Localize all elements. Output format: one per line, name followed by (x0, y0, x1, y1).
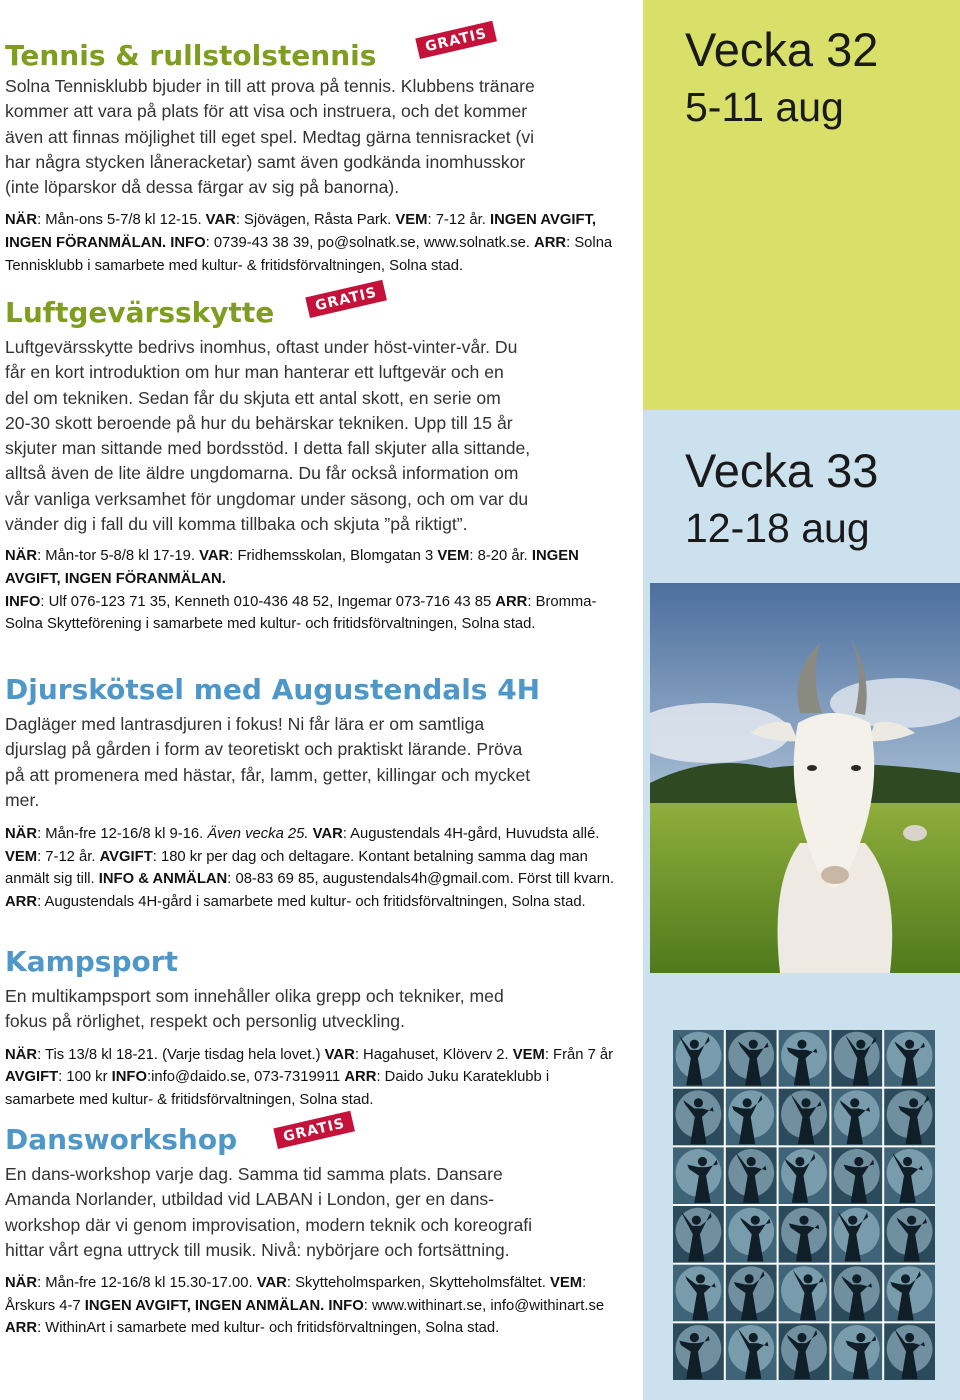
label-arr: ARR (344, 1069, 377, 1086)
week-33-heading (685, 443, 878, 553)
djur-nar-extra: Även vecka 25. (207, 826, 309, 843)
tennis-info: NÄR: Mån-ons 5-7/8 kl 12-15. VAR: Sjövägen, Råsta Park. VEM: 7-12 år. INGEN AVGIFT, INGEN FÖRANMÄLAN. INFO: 0739-43 38 39, po@solnatk.se, www.solnatk.se. ARR: Solna Tennisklubb i samarbete med kultur- & fritidsförvaltningen, Solna stad. (5, 212, 613, 274)
djur-contact: : 08-83 69 85, augustendals4h@gmail.com. Först till kvarn. (227, 871, 615, 888)
label-vem: VEM (5, 848, 38, 865)
body-line: får en kort introduktion om hur man hanterar ett luftgevär och en (5, 362, 504, 383)
dans-var: : Skytteholmsparken, Skytteholmsfältet. (286, 1275, 551, 1292)
tennis-contact: : 0739-43 38 39, po@solnatk.se, www.solnatk.se. (205, 235, 535, 252)
body-line: del om tekniken. Sedan får du skjuta ett antal skott, en serie om (5, 387, 501, 408)
label-arr: ARR (5, 1320, 38, 1337)
dance-photo-tile (726, 1323, 777, 1380)
dans-vem: : Årskurs 4-7 (5, 1275, 587, 1314)
label-info: INFO (111, 1069, 147, 1086)
dance-photo-tile (779, 1030, 830, 1087)
dance-photo-tile (779, 1147, 830, 1204)
tennis-arr: : Solna Tennisklubb i samarbete med kultur- & fritidsförvaltningen, Solna stad. (5, 235, 613, 274)
body-line: alltså även de lite äldre ungdomarna. Du får också information om (5, 463, 519, 484)
week-33-title: Vecka 33 (685, 444, 879, 497)
djur-avgift: : 180 kr per dag och deltagare. Kontant betalning samma dag man anmält sig till. (5, 848, 588, 888)
label-arr: ARR (5, 893, 38, 910)
label-nar: NÄR (5, 548, 38, 565)
label-nar: NÄR (5, 212, 38, 229)
dance-photo-tile (779, 1265, 830, 1322)
body-line: kommer att vara på plats för att visa och instruera, och det kommer (5, 101, 528, 122)
label-nar: NÄR (5, 1275, 38, 1292)
luft-ingen: INGEN AVGIFT, INGEN FÖRANMÄLAN. (5, 548, 579, 587)
label-avgift: AVGIFT (5, 1069, 59, 1086)
label-arr: ARR (534, 235, 567, 252)
dance-photo-tile (831, 1206, 882, 1263)
dance-photo-tile (884, 1206, 935, 1263)
luft-arr: : Bromma-Solna Skytteförening i samarbete med kultur- och fritidsförvaltningen, Solna stad. (5, 593, 597, 633)
label-info-anmalan: INFO & ANMÄLAN (98, 871, 228, 888)
body-line: En dans-workshop varje dag. Samma tid samma plats. Dansare (5, 1164, 503, 1184)
week-32-panel (643, 0, 960, 410)
luft-body (5, 335, 623, 537)
body-line: har några stycken låneracketar) samt även godkända inomhusskor (5, 151, 526, 172)
dance-photo-tile (831, 1323, 882, 1380)
week-32-dates: 5-11 aug (685, 84, 844, 130)
djur-arr: : Augustendals 4H-gård i samarbete med kultur- och fritidsförvaltningen, Solna stad. (37, 893, 586, 910)
gratis-badge: GRATIS (415, 21, 497, 59)
dans-nar: : Mån-fre 12-16/8 kl 15.30-17.00. (37, 1275, 257, 1292)
dance-photo-tile (673, 1323, 724, 1380)
label-vem: VEM (437, 548, 470, 565)
week-33-dates: 12-18 aug (685, 505, 870, 551)
gratis-badge: GRATIS (305, 280, 387, 318)
label-arr: ARR (495, 593, 528, 610)
body-line: (inte löparskor då dessa färgar av sig på banorna). (5, 177, 400, 198)
djur-title: Djurskötsel med Augustendals 4H (5, 673, 541, 706)
dance-photo-tile (726, 1206, 777, 1263)
luft-var: : Fridhemsskolan, Blomgatan 3 (229, 548, 438, 565)
dance-photo-tile (726, 1089, 777, 1146)
body-line: En multikampsport som innehåller olika grepp och tekniker, med (5, 986, 504, 1006)
body-line: djurslag på gården i form av teoretiskt och praktiskt lärande. Pröva (5, 739, 523, 760)
dance-photo-tile (884, 1089, 935, 1146)
goat-photo (650, 583, 960, 973)
dance-photo-tile (884, 1323, 935, 1380)
body-line: 20-30 skott beroende på hur du behärskar tekniken. Upp till 15 år (5, 412, 513, 433)
section-tennis (5, 25, 623, 277)
luft-vem: : 8-20 år. (469, 548, 532, 565)
section-kampsport (5, 946, 623, 1111)
dance-photo-grid (673, 1030, 935, 1380)
dance-photo-tile (779, 1323, 830, 1380)
djur-nar: : Mån-fre 12-16/8 kl 9-16. (37, 826, 208, 843)
section-dansworkshop (5, 1115, 623, 1340)
label-vem: VEM (550, 1275, 583, 1292)
week-32-heading (685, 22, 878, 132)
label-var: VAR (312, 826, 343, 843)
label-nar: NÄR (5, 826, 38, 843)
tennis-vem: : 7-12 år. (427, 212, 490, 229)
body-line: Solna Tennisklubb bjuder in till att prova på tennis. Klubbens tränare (5, 76, 535, 96)
dance-photo-tile (673, 1265, 724, 1322)
label-nar: NÄR (5, 1046, 38, 1063)
label-info: INFO (328, 1297, 364, 1314)
luft-nar: : Mån-tor 5-8/8 kl 17-19. (37, 548, 200, 565)
body-line: hittar vårt egna uttryck till musik. Nivå: nybörjare och fortsättning. (5, 1239, 510, 1260)
body-line: på att promenera med hästar, får, lamm, getter, killingar och mycket (5, 764, 531, 785)
tennis-ingen: INGEN AVGIFT, INGEN FÖRANMÄLAN (5, 212, 597, 252)
kamp-var: : Hagahuset, Klöverv 2. (354, 1046, 513, 1063)
label-info: INFO (170, 235, 206, 252)
dance-photo-tile (831, 1265, 882, 1322)
body-line: vår vanliga verksamhet för ungdomar under säsong, och om var du (5, 488, 529, 509)
dance-photo-tile (673, 1147, 724, 1204)
tennis-title: Tennis & rullstolstennis (5, 39, 377, 72)
label-info: INFO (5, 593, 41, 610)
section-luftgevar (5, 284, 623, 636)
djur-vem: : 7-12 år. (37, 848, 100, 865)
dance-photo-tile (831, 1089, 882, 1146)
body-line: Luftgevärsskytte bedrivs inomhus, oftast under höst-vinter-vår. Du (5, 337, 518, 357)
kamp-arr: : Daido Juku Karateklubb i samarbete med kultur- & fritidsförvaltningen, Solna stad. (5, 1069, 550, 1108)
dance-photo-tile (673, 1089, 724, 1146)
label-vem: VEM (512, 1046, 545, 1063)
dans-ingen: INGEN AVGIFT, INGEN ANMÄLAN. (84, 1297, 329, 1314)
body-line: skjuter man sittande med bordsstöd. I detta fall skjuter alla sittande, (5, 438, 531, 459)
dance-photo-tile (884, 1147, 935, 1204)
djur-body (5, 712, 623, 813)
tennis-var: : Sjövägen, Råsta Park. (235, 212, 396, 229)
body-line: även att finnas möjlighet till eget spel. Medtag gärna tennisracket (vi (5, 126, 535, 147)
djur-info (5, 823, 623, 913)
kamp-info (5, 1044, 623, 1112)
dance-photo-tile (673, 1206, 724, 1263)
dans-body (5, 1162, 623, 1263)
label-var: VAR (256, 1275, 287, 1292)
dance-photo-tile (673, 1030, 724, 1087)
body-line: mer. (5, 789, 40, 810)
dance-photo-tile (884, 1030, 935, 1087)
kamp-body (5, 984, 623, 1035)
label-var: VAR (205, 212, 236, 229)
dance-photo-tile (779, 1089, 830, 1146)
djur-var: : Augustendals 4H-gård, Huvudsta allé. (342, 826, 600, 843)
body-line: vänder dig i fall du vill komma tillbaka och skjuta ”på riktigt”. (5, 514, 468, 535)
gratis-badge: GRATIS (273, 1111, 355, 1149)
dans-info (5, 1272, 623, 1340)
week-32-title: Vecka 32 (685, 23, 879, 76)
dance-photo-tile (726, 1147, 777, 1204)
dans-contact: : www.withinart.se, info@withinart.se (363, 1297, 605, 1314)
dance-photo-tile (884, 1265, 935, 1322)
label-vem: VEM (395, 212, 428, 229)
label-var: VAR (324, 1046, 355, 1063)
body-line: Amanda Norlander, utbildad vid LABAN i London, ger en dans- (5, 1189, 495, 1210)
kamp-title: Kampsport (5, 945, 178, 978)
luft-info (5, 545, 623, 635)
kamp-nar: : Tis 13/8 kl 18-21. (Varje tisdag hela lovet.) (37, 1046, 325, 1063)
body-line: workshop där vi genom improvisation, modern teknik och koreografi (5, 1214, 533, 1235)
dans-arr: : WithinArt i samarbete med kultur- och fritidsförvaltningen, Solna stad. (37, 1320, 500, 1337)
label-var: VAR (199, 548, 230, 565)
kamp-contact: :info@daido.se, 073-7319911 (146, 1069, 345, 1086)
dance-photo-tile (831, 1030, 882, 1087)
body-line: fokus på rörlighet, respekt och personlig utveckling. (5, 1011, 405, 1032)
tennis-body (5, 74, 623, 200)
tennis-nar: : Mån-ons 5-7/8 kl 12-15. (37, 212, 206, 229)
dance-photo-tile (726, 1030, 777, 1087)
section-djurskotsel (5, 674, 623, 914)
dans-title: Dansworkshop (5, 1123, 238, 1156)
dance-photo-tile (831, 1147, 882, 1204)
luft-title: Luftgevärsskytte (5, 296, 275, 329)
dance-photo-tile (726, 1265, 777, 1322)
kamp-vem: : Från 7 år (544, 1046, 614, 1063)
luft-contact: : Ulf 076-123 71 35, Kenneth 010-436 48 52, Ingemar 073-716 43 85 (40, 593, 496, 610)
body-line: Dagläger med lantrasdjuren i fokus! Ni får lära er om samtliga (5, 714, 485, 734)
dance-photo-tile (779, 1206, 830, 1263)
kamp-avgift: : 100 kr (58, 1069, 112, 1086)
label-avgift: AVGIFT (99, 848, 153, 865)
